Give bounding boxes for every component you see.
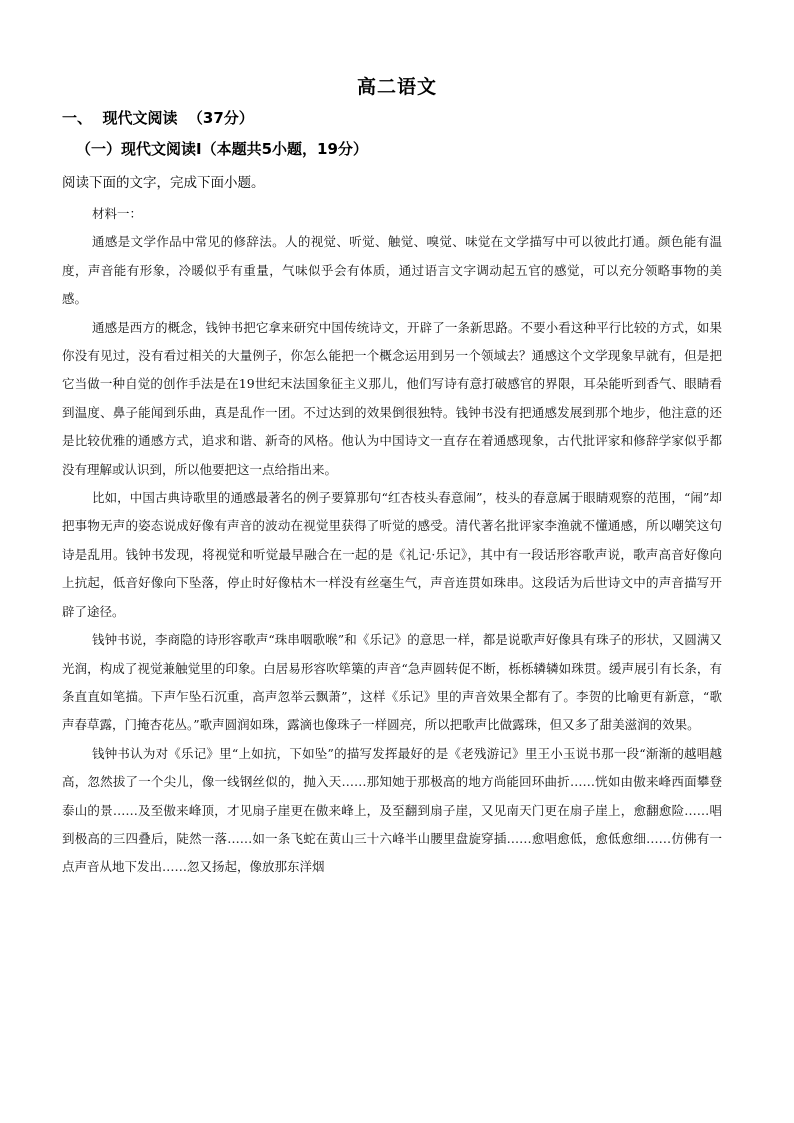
passage-paragraph-2: 通感是西方的概念，钱钟书把它拿来研究中国传统诗文，开辟了一条新思路。不要小看这种平行比较的方式，如果你没有见过，没有看过相关的大量例子，你怎么能把一个概念运用到另一个领域去？通感这个文学现象早就有，但是把它当做一种自觉的创作手法是在19世纪末法国象征主义那儿，他们写诗有意打破感官的界限，耳朵能听到香气、眼睛看到温度、鼻子能闻到乐曲，真是乱作一团。不过达到的效果倒很独特。钱钟书没有把通感发展到那个地步，他注意的还是比较优雅的通感方式，追求和谐、新奇的风格。他认为中国诗文一直存在着通感现象，古代批评家和修辞学家似乎都没有理解或认识到，所以他要把这一点给指出来。	[62, 319, 722, 477]
reading-instruction: 阅读下面的文字，完成下面小题。	[62, 175, 265, 191]
subsection-heading-reading-one: （一）现代文阅读Ⅰ（本题共5小题，19分）	[76, 140, 368, 158]
material-label: 材料一：	[92, 206, 143, 221]
passage-paragraph-4: 钱钟书说，李商隐的诗形容歌声“珠串咽歌喉”和《乐记》的意思一样，都是说歌声好像具有珠子的形状，又圆满又光润，构成了视觉兼触觉里的印象。白居易形容吹筚篥的声音“急声圆转促不断，栎栎辚辚如珠贯。缓声展引有长条，有条直直如笔描。下声乍坠石沉重，高声忽举云飘萧”，这样《乐记》里的声音效果全都有了。李贺的比喻更有新意，“歌声春草露，门掩杏花丛。”歌声圆润如珠，露滴也像珠子一样圆亮，所以把歌声比做露珠，但又多了甜美滋润的效果。	[62, 632, 722, 733]
reading-passage	[62, 200, 722, 882]
passage-paragraph-3: 比如，中国古典诗歌里的通感最著名的例子要算那句“红杏枝头春意闹”，枝头的春意属于眼睛观察的范围，“闹”却把事物无声的姿态说成好像有声音的波动在视觉里获得了听觉的感受。清代著名批评家李渔就不懂通感，所以嘲笑这句诗是乱用。钱钟书发现，将视觉和听觉最早融合在一起的是《礼记·乐记》，其中有一段话形容歌声说，歌声高音好像向上抗起，低音好像向下坠落，停止时好像枯木一样没有丝毫生气，声音连贯如珠串。这段话为后世诗文中的声音描写开辟了途径。	[62, 490, 722, 619]
passage-paragraph-1: 通感是文学作品中常见的修辞法。人的视觉、听觉、触觉、嗅觉、味觉在文学描写中可以彼此打通。颜色能有温度，声音能有形象，冷暖似乎有重量，气味似乎会有体质，通过语言文字调动起五官的感觉，可以充分领略事物的美感。	[62, 234, 722, 307]
page-title: 高二语文	[356, 76, 437, 98]
section-heading-modern-reading: 一、 现代文阅读 （37分）	[62, 109, 254, 127]
passage-paragraph-5: 钱钟书认为对《乐记》里“上如抗，下如坠”的描写发挥最好的是《老残游记》里王小玉说书那一段“渐渐的越唱越高，忽然拔了一个尖儿，像一线钢丝似的，抛入天……那知她于那极高的地方尚能回环曲折……恍如由傲来峰西面攀登泰山的景……及至傲来峰顶，才见扇子崖更在傲来峰上，及至翻到扇子崖，又见南天门更在扇子崖上，愈翻愈险……唱到极高的三四叠后，陡然一落……如一条飞蛇在黄山三十六峰半山腰里盘旋穿插……愈唱愈低，愈低愈细……仿佛有一点声音从地下发出……忽又扬起，像放那东洋烟	[62, 745, 722, 875]
